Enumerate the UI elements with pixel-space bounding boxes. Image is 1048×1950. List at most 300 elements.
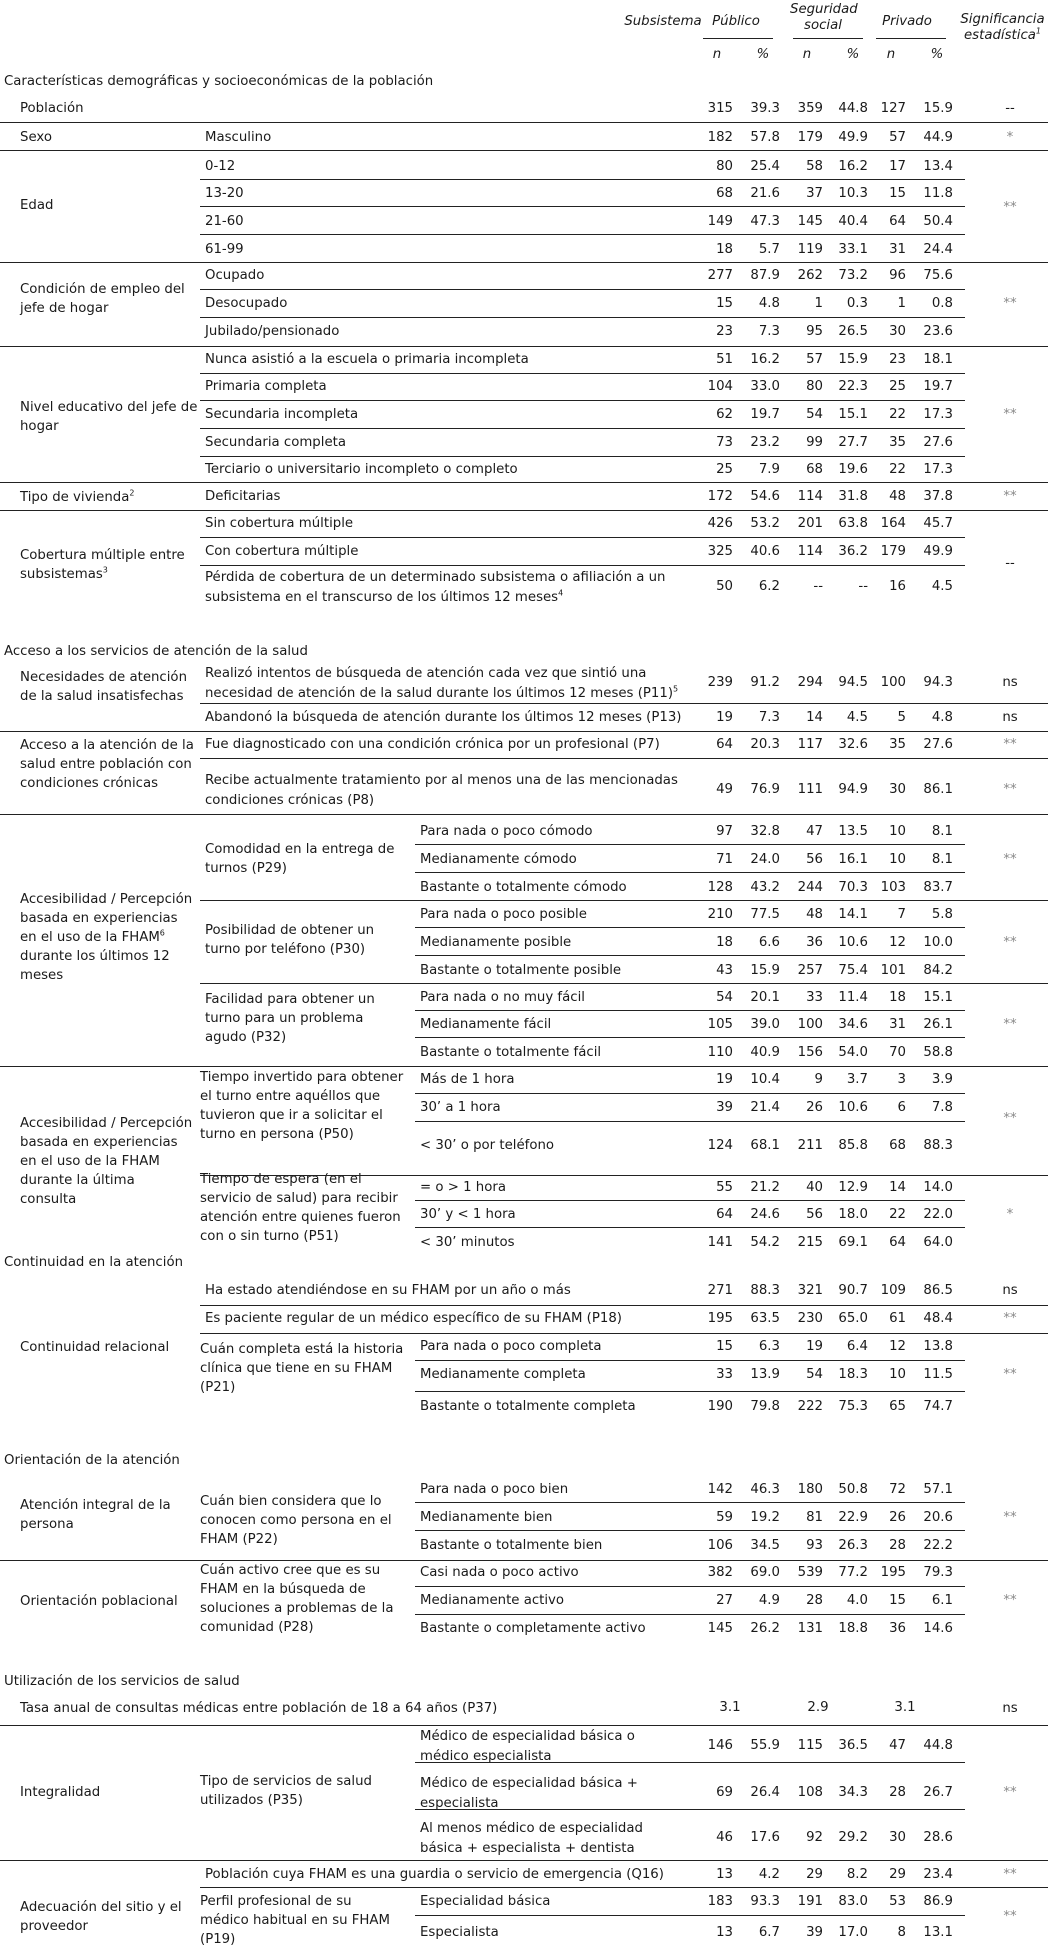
cell-percent: 7.8 bbox=[931, 1100, 953, 1115]
row-divider bbox=[0, 1725, 1048, 1726]
cell-percent: 50.8 bbox=[838, 1482, 868, 1497]
row-label: < 30’ o por teléfono bbox=[420, 1138, 555, 1153]
cell-n: 14 bbox=[889, 1180, 906, 1195]
cell-n: 71 bbox=[716, 852, 733, 867]
row-label: Bastante o totalmente fácil bbox=[420, 1045, 602, 1060]
cell-n: 93 bbox=[806, 1538, 823, 1553]
cell-percent: 34.3 bbox=[838, 1785, 868, 1800]
row-label: 61-99 bbox=[205, 242, 244, 257]
cell-percent: 75.6 bbox=[923, 268, 953, 283]
row-label: Con cobertura múltiple bbox=[205, 544, 359, 559]
row-divider bbox=[0, 122, 1048, 123]
row-group-label: Accesibilidad / Percepción basada en experiencias en el uso de la FHAM durante la última consulta bbox=[20, 1116, 193, 1207]
row-group-label: Acceso a la atención de la salud entre población con condiciones crónicas bbox=[20, 738, 194, 791]
cell-n: 426 bbox=[707, 516, 733, 531]
cell-n: 12 bbox=[889, 1339, 906, 1354]
cell-n: 25 bbox=[716, 462, 733, 477]
cell-percent: 69.0 bbox=[750, 1565, 780, 1580]
cell-percent: 10.0 bbox=[923, 935, 953, 950]
row-label: Medianamente activo bbox=[420, 1593, 565, 1608]
cell-n: 179 bbox=[797, 130, 823, 145]
header-pct: % bbox=[930, 47, 944, 62]
cell-n: 46 bbox=[716, 1830, 733, 1845]
cell-n: 57 bbox=[806, 352, 823, 367]
row-label: Abandonó la búsqueda de atención durante los últimos 12 meses (P13) bbox=[205, 710, 682, 725]
cell-percent: 26.2 bbox=[750, 1621, 780, 1636]
cell-n: 114 bbox=[797, 544, 823, 559]
row-label: < 30’ minutos bbox=[420, 1235, 515, 1250]
cell-percent: 3.7 bbox=[846, 1072, 868, 1087]
cell-percent: 15.1 bbox=[838, 407, 868, 422]
cell-n: 16 bbox=[889, 579, 906, 594]
row-group-label: Orientación poblacional bbox=[20, 1594, 178, 1609]
cell-n: 61 bbox=[889, 1311, 906, 1326]
row-label: 30’ a 1 hora bbox=[420, 1100, 501, 1115]
section-heading: Características demográficas y socioeconómicas de la población bbox=[4, 74, 434, 89]
row-label: Terciario o universitario incompleto o completo bbox=[205, 462, 518, 477]
cell-n: 55 bbox=[716, 1180, 733, 1195]
row-group-label: Condición de empleo del jefe de hogar bbox=[20, 282, 185, 316]
cell-percent: 8.1 bbox=[931, 852, 953, 867]
cell-percent: 70.3 bbox=[838, 880, 868, 895]
cell-n: 539 bbox=[797, 1565, 823, 1580]
row-group-label: Integralidad bbox=[20, 1785, 101, 1800]
cell-percent: 6.6 bbox=[758, 935, 780, 950]
cell-percent: 87.9 bbox=[750, 268, 780, 283]
cell-n: 23 bbox=[889, 352, 906, 367]
row-label: 0-12 bbox=[205, 159, 236, 174]
row-group-label: Comodidad en la entrega de turnos (P29) bbox=[205, 842, 395, 876]
cell-percent: 85.8 bbox=[838, 1138, 868, 1153]
cell-n: 28 bbox=[806, 1593, 823, 1608]
cell-n: 68 bbox=[716, 186, 733, 201]
significance-marker: ** bbox=[1003, 1111, 1017, 1126]
cell-percent: 4.2 bbox=[758, 1867, 780, 1882]
row-group-label: Tipo de servicios de salud utilizados (P35) bbox=[200, 1774, 372, 1808]
row-divider bbox=[200, 206, 965, 207]
row-label: Para nada o poco cómodo bbox=[420, 824, 593, 839]
cell-n: 23 bbox=[716, 324, 733, 339]
cell-percent: 24.4 bbox=[923, 242, 953, 257]
header-subsistema: Subsistema bbox=[624, 14, 702, 29]
cell-percent: 3.9 bbox=[931, 1072, 953, 1087]
cell-percent: 4.5 bbox=[931, 579, 953, 594]
cell-percent: 22.2 bbox=[923, 1538, 953, 1553]
row-label: Realizó intentos de búsqueda de atención cada vez que sintió una necesidad de atención de la salud durante los últimos 12 meses $(P11)^5$ bbox=[205, 666, 679, 701]
row-divider bbox=[415, 1360, 965, 1361]
cell-n: 81 bbox=[806, 1510, 823, 1525]
row-divider bbox=[200, 1887, 1048, 1888]
cell-percent: 18.0 bbox=[838, 1207, 868, 1222]
row-label: Secundaria incompleta bbox=[205, 407, 359, 422]
row-label: Nunca asistió a la escuela o primaria incompleta bbox=[205, 352, 529, 367]
cell-n: 47 bbox=[806, 824, 823, 839]
cell-n: 54 bbox=[806, 407, 823, 422]
cell-n: 8 bbox=[897, 1925, 906, 1940]
row-divider bbox=[415, 1093, 965, 1094]
cell-percent: 19.7 bbox=[750, 407, 780, 422]
significance-marker: ** bbox=[1003, 407, 1017, 422]
cell-n: 101 bbox=[880, 963, 906, 978]
cell-percent: 7.9 bbox=[758, 462, 780, 477]
row-label: Medianamente bien bbox=[420, 1510, 553, 1525]
row-divider bbox=[415, 1915, 965, 1916]
cell-percent: 27.6 bbox=[923, 435, 953, 450]
cell-n: 321 bbox=[797, 1283, 823, 1298]
row-divider bbox=[415, 1391, 965, 1392]
header-significancia: Significancia estadística$^1$ bbox=[960, 12, 1045, 43]
row-divider bbox=[200, 983, 1048, 984]
cell-percent: 26.1 bbox=[923, 1017, 953, 1032]
row-divider bbox=[200, 565, 965, 566]
cell-percent: 40.6 bbox=[750, 544, 780, 559]
cell-percent: 57.1 bbox=[923, 1482, 953, 1497]
cell-n: 14 bbox=[806, 710, 823, 725]
cell-percent: 4.0 bbox=[846, 1593, 868, 1608]
row-group-label: Cuán activo cree que es su FHAM en la búsqueda de soluciones a problemas de la comunidad (P28) bbox=[200, 1563, 394, 1635]
row-label: Población cuya FHAM es una guardia o servicio de emergencia (Q16) bbox=[205, 1867, 664, 1882]
cell-n: 359 bbox=[797, 101, 823, 116]
cell-n: 19 bbox=[716, 1072, 733, 1087]
cell-percent: 20.3 bbox=[750, 737, 780, 752]
row-group-label: Sexo bbox=[20, 130, 52, 145]
cell-n: 179 bbox=[880, 544, 906, 559]
cell-n: 325 bbox=[707, 544, 733, 559]
cell-n: 109 bbox=[880, 1283, 906, 1298]
section-heading: Orientación de la atención bbox=[4, 1453, 180, 1468]
cell-percent: 39.3 bbox=[750, 101, 780, 116]
cell-n: 1 bbox=[897, 296, 906, 311]
row-divider bbox=[200, 234, 965, 235]
row-divider bbox=[415, 1530, 965, 1531]
cell-percent: 15.9 bbox=[923, 101, 953, 116]
cell-percent: 36.2 bbox=[838, 544, 868, 559]
cell-n: 141 bbox=[707, 1235, 733, 1250]
row-group-label: Tasa anual de consultas médicas entre población de 18 a 64 años (P37) bbox=[20, 1701, 498, 1716]
cell-n: 31 bbox=[889, 242, 906, 257]
cell-percent: 10.6 bbox=[838, 1100, 868, 1115]
cell-percent: 47.3 bbox=[750, 214, 780, 229]
row-label: Especialidad básica bbox=[420, 1894, 551, 1909]
cell-percent: 49.9 bbox=[838, 130, 868, 145]
cell-percent: 84.2 bbox=[923, 963, 953, 978]
cell-n: 26 bbox=[889, 1510, 906, 1525]
cell-percent: 0.8 bbox=[931, 296, 953, 311]
cell-n: 31 bbox=[889, 1017, 906, 1032]
cell-n: 215 bbox=[797, 1235, 823, 1250]
cell-percent: 20.6 bbox=[923, 1510, 953, 1525]
row-label: 21-60 bbox=[205, 214, 244, 229]
cell-percent: 19.6 bbox=[838, 462, 868, 477]
cell-n: 80 bbox=[716, 159, 733, 174]
cell-percent: 91.2 bbox=[750, 675, 780, 690]
row-label: Más de 1 hora bbox=[420, 1072, 515, 1087]
row-divider bbox=[0, 1560, 1048, 1561]
cell-n: 37 bbox=[806, 186, 823, 201]
cell-percent: 15.1 bbox=[923, 990, 953, 1005]
significance-marker: ** bbox=[1003, 1867, 1017, 1882]
cell-percent: 6.3 bbox=[758, 1339, 780, 1354]
cell-n: 50 bbox=[716, 579, 733, 594]
cell-percent: 26.4 bbox=[750, 1785, 780, 1800]
cell-n: 97 bbox=[716, 824, 733, 839]
row-divider bbox=[415, 872, 965, 873]
cell-percent: 11.5 bbox=[923, 1367, 953, 1382]
row-divider bbox=[0, 346, 1048, 347]
cell-n: 36 bbox=[806, 935, 823, 950]
cell-percent: 39.0 bbox=[750, 1017, 780, 1032]
cell-percent: 86.1 bbox=[923, 782, 953, 797]
cell-percent: 49.9 bbox=[923, 544, 953, 559]
row-group-label: Cuán bien considera que lo conocen como persona en el FHAM (P22) bbox=[200, 1494, 392, 1547]
cell-percent: 10.6 bbox=[838, 935, 868, 950]
cell-percent: 7.3 bbox=[758, 324, 780, 339]
cell-n: 13 bbox=[716, 1867, 733, 1882]
row-label: 30’ y < 1 hora bbox=[420, 1207, 516, 1222]
row-divider bbox=[0, 814, 1048, 815]
cell-percent: 20.1 bbox=[750, 990, 780, 1005]
cell-percent: 54.6 bbox=[750, 489, 780, 504]
cell-n: 7 bbox=[897, 907, 906, 922]
cell-percent: 4.8 bbox=[758, 296, 780, 311]
row-divider bbox=[415, 1586, 965, 1587]
cell-percent: 29.2 bbox=[838, 1830, 868, 1845]
cell-n: 15 bbox=[716, 296, 733, 311]
row-label: Bastante o totalmente bien bbox=[420, 1538, 603, 1553]
row-label: Jubilado/pensionado bbox=[205, 324, 340, 339]
cell-n: 104 bbox=[707, 379, 733, 394]
cell-percent: 26.5 bbox=[838, 324, 868, 339]
cell-n: 35 bbox=[889, 435, 906, 450]
cell-rate: 3.1 bbox=[894, 1700, 916, 1715]
cell-n: 382 bbox=[707, 1565, 733, 1580]
cell-percent: 23.6 bbox=[923, 324, 953, 339]
cell-n: 54 bbox=[716, 990, 733, 1005]
row-divider bbox=[200, 428, 965, 429]
cell-n: 210 bbox=[707, 907, 733, 922]
cell-percent: 63.8 bbox=[838, 516, 868, 531]
cell-n: 30 bbox=[889, 1830, 906, 1845]
cell-n: 62 bbox=[716, 407, 733, 422]
cell-n: 48 bbox=[889, 489, 906, 504]
cell-n: 5 bbox=[897, 710, 906, 725]
cell-percent: 48.4 bbox=[923, 1311, 953, 1326]
row-label: Médico de especialidad básica + especialista bbox=[420, 1776, 638, 1811]
cell-n: 277 bbox=[707, 268, 733, 283]
row-label: Bastante o completamente activo bbox=[420, 1621, 646, 1636]
cell-n: 48 bbox=[806, 907, 823, 922]
cell-percent: 43.2 bbox=[750, 880, 780, 895]
header-pct: % bbox=[846, 47, 860, 62]
cell-n: 95 bbox=[806, 324, 823, 339]
cell-n: 18 bbox=[716, 935, 733, 950]
cell-n: 73 bbox=[716, 435, 733, 450]
significance-marker: ** bbox=[1003, 1311, 1017, 1326]
cell-percent: 13.9 bbox=[750, 1367, 780, 1382]
cell-percent: 18.1 bbox=[923, 352, 953, 367]
row-divider bbox=[200, 900, 1048, 901]
cell-n: 103 bbox=[880, 880, 906, 895]
row-label: Bastante o totalmente completa bbox=[420, 1399, 636, 1414]
cell-n: 92 bbox=[806, 1830, 823, 1845]
row-divider bbox=[0, 731, 1048, 732]
cell-percent: 57.8 bbox=[750, 130, 780, 145]
row-divider bbox=[415, 1037, 965, 1038]
cell-percent: 44.8 bbox=[923, 1738, 953, 1753]
cell-n: 114 bbox=[797, 489, 823, 504]
cell-n: 51 bbox=[716, 352, 733, 367]
cell-n: 64 bbox=[716, 1207, 733, 1222]
cell-n: 262 bbox=[797, 268, 823, 283]
row-divider bbox=[415, 1614, 965, 1615]
cell-n: 201 bbox=[797, 516, 823, 531]
cell-n: 56 bbox=[806, 852, 823, 867]
cell-n: 183 bbox=[707, 1894, 733, 1909]
cell-n: 180 bbox=[797, 1482, 823, 1497]
cell-n: 195 bbox=[707, 1311, 733, 1326]
cell-percent: 83.0 bbox=[838, 1894, 868, 1909]
cell-percent: 45.7 bbox=[923, 516, 953, 531]
row-label: Para nada o poco posible bbox=[420, 907, 587, 922]
row-label: Ocupado bbox=[205, 268, 265, 283]
row-divider bbox=[415, 844, 965, 845]
cell-n: 10 bbox=[889, 852, 906, 867]
significance-marker: ** bbox=[1003, 1593, 1017, 1608]
cell-percent: 0.3 bbox=[846, 296, 868, 311]
cell-n: 40 bbox=[806, 1180, 823, 1195]
row-divider bbox=[415, 1121, 965, 1122]
row-divider bbox=[200, 373, 965, 374]
row-label: Para nada o poco completa bbox=[420, 1339, 602, 1354]
row-divider bbox=[0, 1860, 1048, 1861]
cell-percent: 26.3 bbox=[838, 1538, 868, 1553]
cell-percent: 19.2 bbox=[750, 1510, 780, 1525]
row-divider bbox=[200, 1333, 1048, 1334]
cell-n: 9 bbox=[814, 1072, 823, 1087]
significance-marker: ** bbox=[1003, 1909, 1017, 1924]
cell-n: 26 bbox=[806, 1100, 823, 1115]
row-label: Desocupado bbox=[205, 296, 288, 311]
cell-n: 27 bbox=[716, 1593, 733, 1608]
cell-percent: 79.8 bbox=[750, 1399, 780, 1414]
row-divider bbox=[415, 1502, 965, 1503]
cell-percent: 19.7 bbox=[923, 379, 953, 394]
significance-marker: ns bbox=[1002, 675, 1018, 690]
cell-percent: 94.3 bbox=[923, 675, 953, 690]
row-group-label: Cobertura múltiple entre subsistemas$^3$ bbox=[20, 548, 185, 582]
cell-n: 39 bbox=[716, 1100, 733, 1115]
row-divider bbox=[200, 703, 1048, 704]
cell-percent: 6.2 bbox=[758, 579, 780, 594]
cell-n: 315 bbox=[707, 101, 733, 116]
row-label: Especialista bbox=[420, 1925, 499, 1940]
header-n: n bbox=[712, 47, 722, 62]
significance-marker: ** bbox=[1003, 782, 1017, 797]
cell-percent: 86.5 bbox=[923, 1283, 953, 1298]
significance-marker: ** bbox=[1003, 200, 1017, 215]
cell-n: 239 bbox=[707, 675, 733, 690]
row-label: Para nada o poco bien bbox=[420, 1482, 569, 1497]
cell-percent: 33.1 bbox=[838, 242, 868, 257]
cell-percent: 50.4 bbox=[923, 214, 953, 229]
row-divider bbox=[200, 317, 965, 318]
significance-marker: ns bbox=[1002, 1701, 1018, 1716]
cell-percent: 88.3 bbox=[923, 1138, 953, 1153]
cell-percent: 18.8 bbox=[838, 1621, 868, 1636]
cell-percent: 79.3 bbox=[923, 1565, 953, 1580]
cell-n: 106 bbox=[707, 1538, 733, 1553]
cell-n: 70 bbox=[889, 1045, 906, 1060]
cell-percent: 21.4 bbox=[750, 1100, 780, 1115]
cell-percent: 75.4 bbox=[838, 963, 868, 978]
row-group-label: Edad bbox=[20, 198, 54, 213]
cell-percent: 6.1 bbox=[931, 1593, 953, 1608]
row-group-label: Facilidad para obtener un turno para un problema agudo (P32) bbox=[205, 992, 375, 1045]
cell-n: 1 bbox=[814, 296, 823, 311]
cell-n: 124 bbox=[707, 1138, 733, 1153]
significance-marker: ns bbox=[1002, 1283, 1018, 1298]
cell-n: 22 bbox=[889, 407, 906, 422]
cell-n: 72 bbox=[889, 1482, 906, 1497]
row-label: Bastante o totalmente cómodo bbox=[420, 880, 627, 895]
cell-percent: 69.1 bbox=[838, 1235, 868, 1250]
row-label: Medianamente fácil bbox=[420, 1017, 552, 1032]
cell-n: 64 bbox=[889, 1235, 906, 1250]
cell-percent: 23.2 bbox=[750, 435, 780, 450]
significance-marker: ** bbox=[1003, 852, 1017, 867]
row-divider bbox=[415, 1227, 965, 1228]
cell-n: 22 bbox=[889, 1207, 906, 1222]
cell-n: 80 bbox=[806, 379, 823, 394]
row-divider bbox=[0, 482, 1048, 483]
cell-percent: 32.8 bbox=[750, 824, 780, 839]
row-divider bbox=[200, 537, 965, 538]
cell-n: 19 bbox=[716, 710, 733, 725]
significance-marker: -- bbox=[1005, 556, 1015, 571]
cell-n: 68 bbox=[889, 1138, 906, 1153]
cell-n: 69 bbox=[716, 1785, 733, 1800]
cell-percent: 76.9 bbox=[750, 782, 780, 797]
cell-percent: 40.4 bbox=[838, 214, 868, 229]
cell-percent: 4.9 bbox=[758, 1593, 780, 1608]
cell-n: 30 bbox=[889, 324, 906, 339]
cell-n: 12 bbox=[889, 935, 906, 950]
cell-percent: 5.7 bbox=[758, 242, 780, 257]
row-divider bbox=[200, 1175, 1048, 1176]
significance-marker: -- bbox=[1005, 101, 1015, 116]
cell-n: 18 bbox=[716, 242, 733, 257]
cell-percent: 5.8 bbox=[931, 907, 953, 922]
significance-marker: ** bbox=[1003, 737, 1017, 752]
cell-n: 222 bbox=[797, 1399, 823, 1414]
cell-percent: 75.3 bbox=[838, 1399, 868, 1414]
significance-marker: ** bbox=[1003, 296, 1017, 311]
cell-percent: 6.4 bbox=[846, 1339, 868, 1354]
cell-n: 17 bbox=[889, 159, 906, 174]
cell-percent: 34.5 bbox=[750, 1538, 780, 1553]
cell-n: 10 bbox=[889, 1367, 906, 1382]
significance-marker: ** bbox=[1003, 1510, 1017, 1525]
header-privado: Privado bbox=[882, 14, 932, 29]
cell-percent: 22.3 bbox=[838, 379, 868, 394]
cell-n: 142 bbox=[707, 1482, 733, 1497]
significance-marker: * bbox=[1006, 130, 1014, 145]
row-label: Pérdida de cobertura de un determinado subsistema o afiliación a un subsistema en el transcurso de los últimos 12 meses$^4$ bbox=[205, 570, 666, 605]
cell-percent: 28.6 bbox=[923, 1830, 953, 1845]
cell-percent: 15.9 bbox=[750, 963, 780, 978]
cell-percent: 64.0 bbox=[923, 1235, 953, 1250]
cell-n: 100 bbox=[880, 675, 906, 690]
